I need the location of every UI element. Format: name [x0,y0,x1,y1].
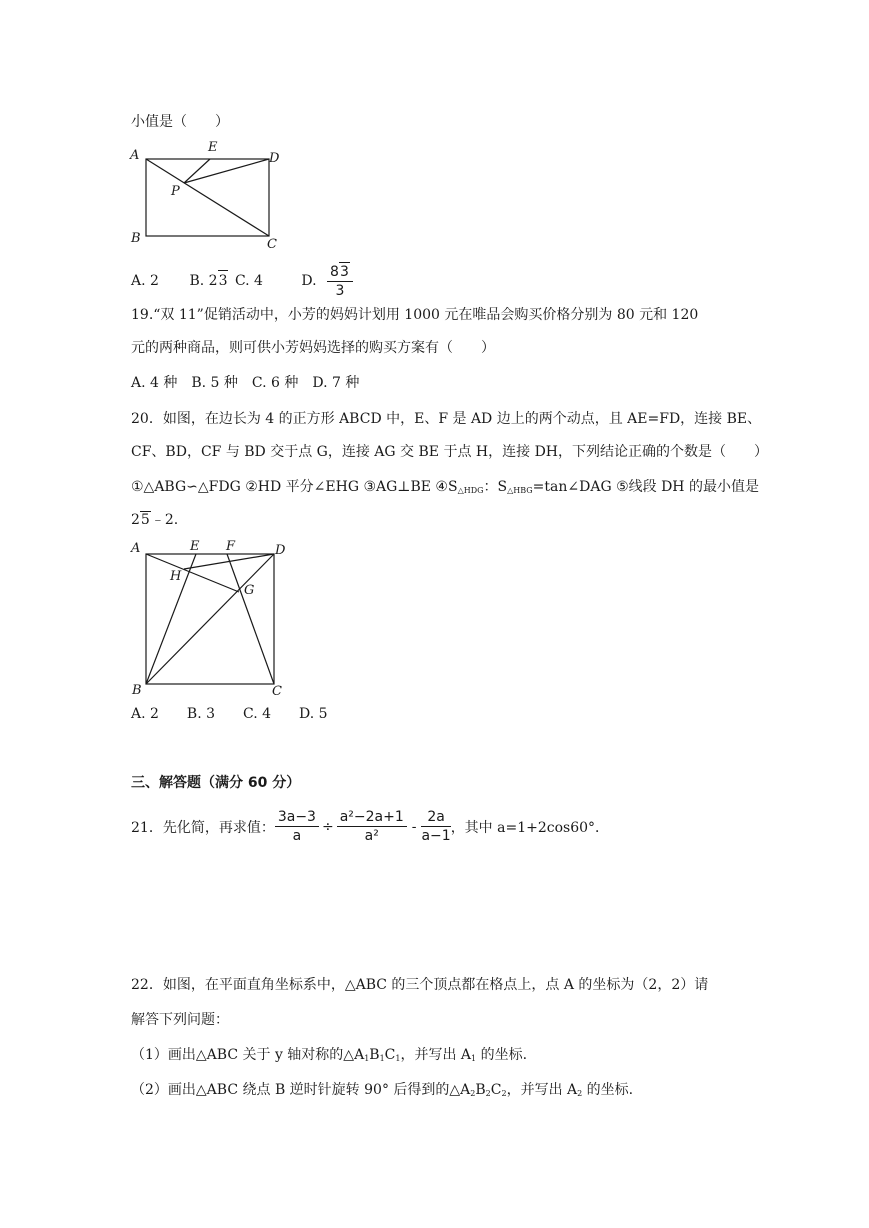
q18-figure [128,138,288,250]
q21-line: 21．先化简，再求值： $\frac{3a-3}{a}$ ÷ $\frac{\text{a²−2a+1}}{\text{a²}}$ - $\frac{2a}{a-1}$ ，其中 a=1+2cos60°． [131,809,610,844]
section3-title: 三、解答题（满分 60 分） [131,775,301,791]
q19-line2: 元的两种商品，则可供小芳妈妈选择的购买方案有（ ） [131,340,495,356]
q20-label-c: C [272,684,282,699]
q18-option-c: C. 4 [234,273,263,289]
q20-label-g: G [244,583,255,598]
q18-label-e: E [208,140,218,155]
q20-line3: ①△ABG∽△FDG ②HD 平分∠EHG ③AG⊥BE $④S_{\triangle HDG}$：$S_{\triangle HBG}=\tan\angle DAG$ ⑤线段 DH 的最小值是 [131,479,759,495]
q19-line1: 19.“双 11”促销活动中，小芳的妈妈计划用 1000 元在唯品会购买价格分别为 80 元和 120 [131,307,699,323]
q18-option-d: D. $\frac{83}{3}$ [301,262,352,300]
q22-item2: （2）画出△ABC 绕点 B 逆时针旋转 90° 后得到的$\triangle A_2B_2C_2$，并写出 $A_2$ 的坐标. [131,1082,634,1098]
q20-label-a: A [131,541,141,556]
q19-options: A. 4 种 B. 5 种 C. 6 种 D. 7 种 [131,375,360,391]
q18-label-d: D [269,151,280,166]
q18-options [131,262,353,300]
q21-frac1: $\frac{3a-3}{a}$ [275,808,319,845]
q18-option-b: B. 23 [189,270,228,291]
q20-line2: CF、BD，CF 与 BD 交于点 G，连接 AG 交 BE 于点 H，连接 DH，下列结论正确的个数是（ ） [131,444,769,460]
q20-label-h: H [170,569,182,584]
q20-label-d: D [275,543,286,558]
q21-frac3: $\frac{2a}{a-1}$ [421,809,451,844]
q20-line4: 25﹣2. [131,512,179,528]
q18-stem-tail: 小值是（ ） [131,114,229,130]
q18-label-c: C [267,237,277,250]
q22-item1: （1）画出△ABC 关于 y 轴对称的$\triangle A_1B_1C_1$，并写出 $A_1$ 的坐标. [131,1047,528,1063]
q18-label-a: A [130,148,140,163]
q20-label-f: F [226,539,236,554]
q20-options: A. 2 B. 3 C. 4 D. 5 [131,706,328,722]
q20-label-b: B [132,683,142,698]
q22-line1: 22．如图，在平面直角坐标系中，△ABC 的三个顶点都在格点上，点 A 的坐标为（2，2）请 [131,977,709,993]
q20-label-e: E [190,539,200,554]
q18-option-a: A. 2 [131,273,159,289]
q20-figure [128,536,298,702]
q21-frac2: $\frac{\text{a²−2a+1}}{\text{a²}}$ [337,808,407,845]
q18-label-p: P [171,184,180,199]
q20-line1: 20．如图，在边长为 4 的正方形 ABCD 中，E、F 是 AD 边上的两个动点，且 AE=FD，连接 BE、 [131,411,762,427]
q18-label-b: B [131,231,141,246]
q22-line2: 解答下列问题： [131,1012,229,1028]
